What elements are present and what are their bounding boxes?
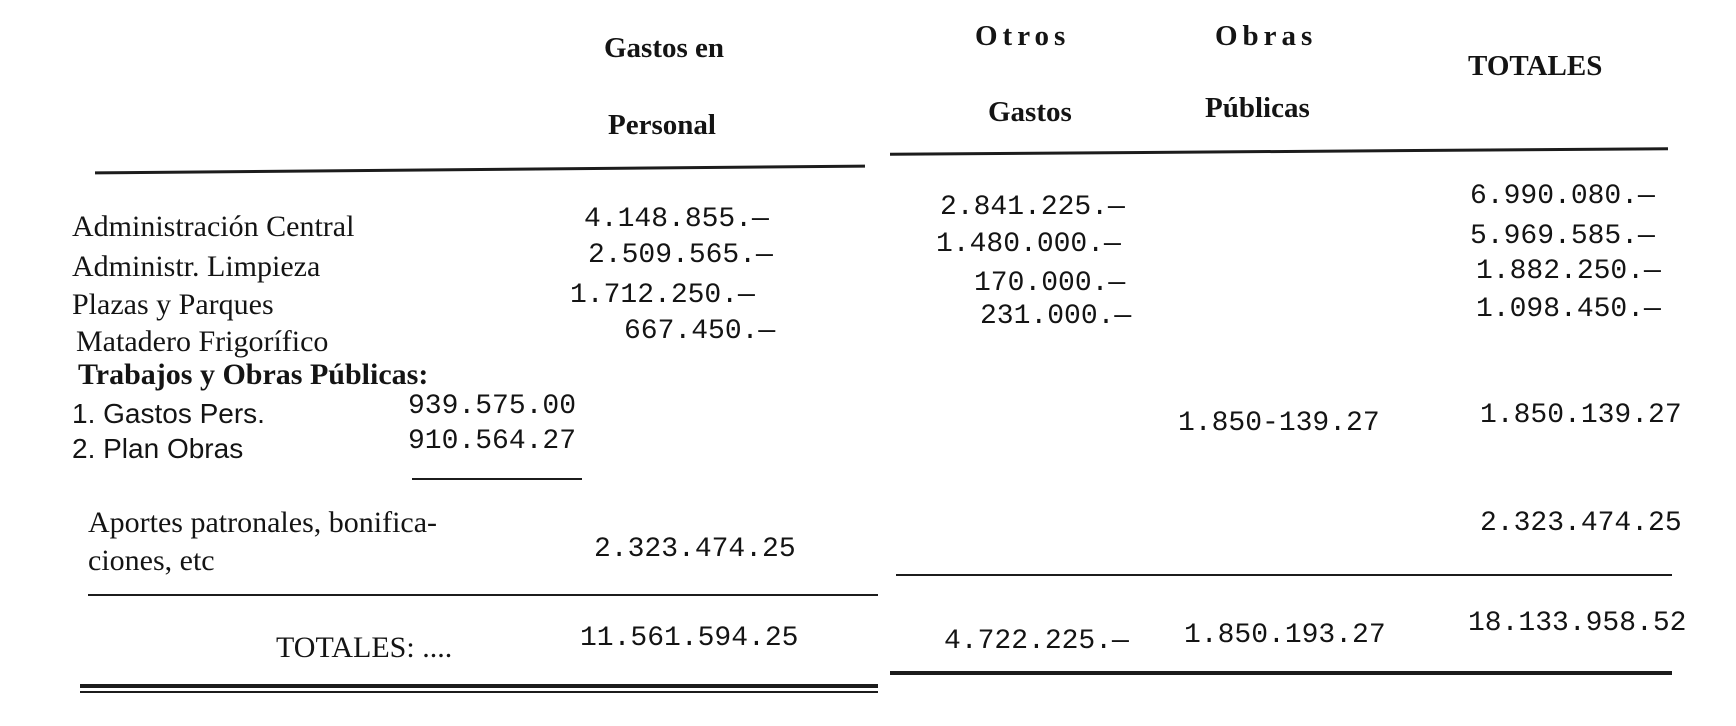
header-gastos-personal-line1: Gastos en (604, 32, 725, 64)
row-label: Matadero Frigorífico (76, 325, 329, 358)
aportes-label-line2: ciones, etc (88, 544, 215, 577)
trabajos-obras-value: 1.850-139.27 (1178, 408, 1380, 439)
header-rule-left (95, 165, 865, 175)
totals-rule-lower-right (890, 671, 1672, 675)
trabajos-subtotal-rule (412, 478, 582, 480)
row-total-value: 1.098.450.— (1476, 294, 1661, 325)
row-total-value: 6.990.080.— (1470, 181, 1655, 212)
row-personal-value: 667.450.— (624, 316, 776, 347)
totals-rule-upper-right (896, 574, 1672, 576)
row-otros-value: 1.480.000.— (936, 229, 1121, 260)
trabajos-total-value: 1.850.139.27 (1480, 400, 1682, 431)
aportes-label-line1: Aportes patronales, bonifica- (88, 506, 438, 539)
header-obras-line2: Públicas (1205, 92, 1310, 124)
header-otros-line1: Otros (975, 20, 1071, 52)
header-rule-right (890, 147, 1668, 155)
trabajos-item-label: 1. Gastos Pers. (72, 398, 265, 429)
row-otros-value: 2.841.225.— (940, 192, 1125, 223)
row-label: Administración Central (72, 210, 355, 243)
row-total-value: 5.969.585.— (1470, 221, 1655, 252)
totales-total-value: 18.133.958.52 (1468, 608, 1687, 639)
totals-rule-lower-left-2 (80, 691, 878, 693)
row-personal-value: 2.509.565.— (588, 240, 773, 271)
row-otros-value: 231.000.— (980, 301, 1132, 332)
trabajos-item-label: 2. Plan Obras (72, 433, 244, 464)
totales-obras-value: 1.850.193.27 (1184, 620, 1386, 651)
row-personal-value: 4.148.855.— (584, 204, 769, 235)
trabajos-heading: Trabajos y Obras Públicas: (78, 358, 429, 391)
totals-rule-upper-left (88, 594, 878, 596)
header-totales: TOTALES (1468, 50, 1603, 82)
row-total-value: 1.882.250.— (1476, 256, 1661, 287)
row-personal-value: 1.712.250.— (570, 280, 755, 311)
aportes-personal-value: 2.323.474.25 (594, 534, 796, 565)
totales-label: TOTALES: .... (276, 631, 453, 664)
row-label: Administr. Limpieza (72, 250, 321, 283)
totales-otros-value: 4.722.225.— (944, 626, 1129, 657)
trabajos-item-value: 910.564.27 (408, 426, 577, 457)
aportes-total-value: 2.323.474.25 (1480, 508, 1682, 539)
header-obras-line1: Obras (1215, 20, 1318, 52)
totales-personal-value: 11.561.594.25 (580, 623, 799, 654)
row-otros-value: 170.000.— (974, 268, 1126, 299)
header-otros-line2: Gastos (988, 96, 1072, 128)
totals-rule-lower-left (80, 684, 878, 688)
header-gastos-personal-line2: Personal (608, 109, 716, 141)
row-label: Plazas y Parques (72, 288, 274, 321)
trabajos-item-value: 939.575.00 (408, 391, 577, 422)
